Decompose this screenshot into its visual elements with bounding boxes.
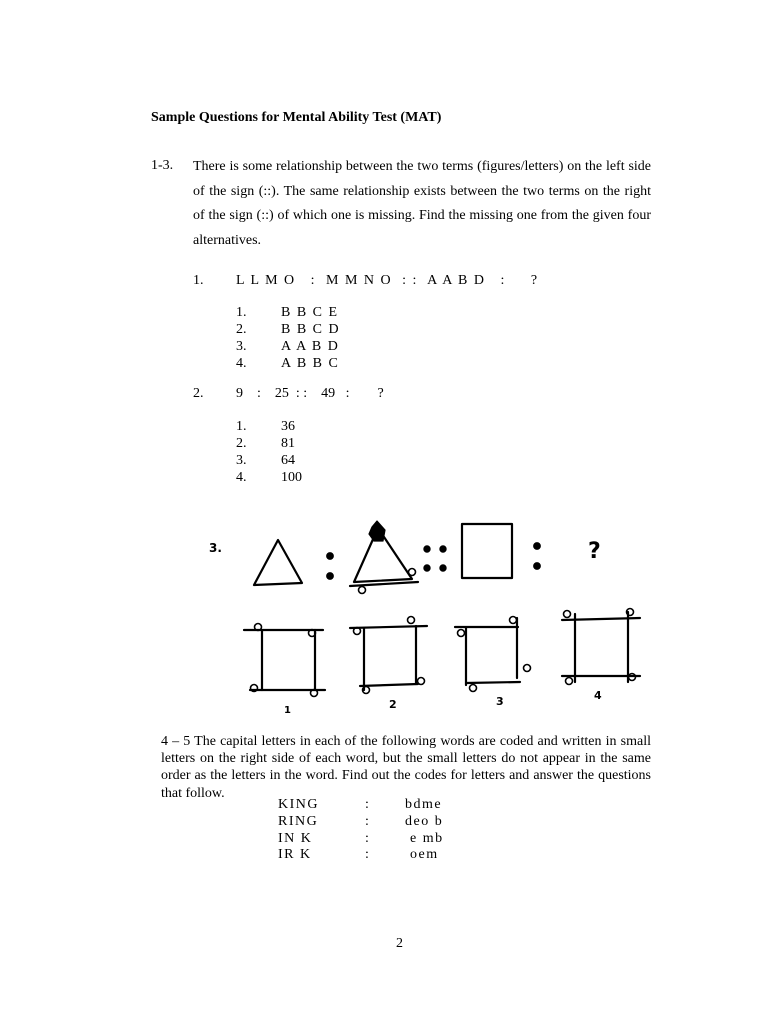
option-square-2: [364, 626, 416, 690]
option-number: 1.: [236, 305, 247, 320]
code-word: KING: [278, 797, 319, 812]
small-circle: [564, 611, 571, 618]
option-square-4: [575, 612, 628, 682]
colon-dot: [534, 563, 540, 569]
square-shape: [462, 524, 512, 578]
code-word: RING: [278, 813, 319, 829]
option-number: 1.: [236, 419, 247, 434]
option-text: A A B D: [281, 339, 340, 354]
code-separator: :: [365, 813, 369, 829]
small-circle: [458, 630, 465, 637]
triangle-shape: [254, 540, 302, 585]
option-text: 36: [281, 419, 295, 434]
small-circle: [409, 569, 416, 576]
option-label-2: 2: [389, 698, 397, 711]
colon-dot: [440, 565, 445, 570]
section-instruction-2: 4 – 5 The capital letters in each of the following words are coded and written in small letters on the right side of each word, but the small letters do not appear in the same order as the letters in the word. Find out the codes for letters and answer the questions that follow.: [161, 734, 651, 801]
colon-dot: [327, 573, 333, 579]
code-table: [278, 797, 444, 864]
code-row: [278, 797, 444, 814]
small-circle: [359, 587, 366, 594]
option-text: B B C E: [281, 305, 339, 320]
option-square-1: [244, 630, 325, 690]
question-text: 9 : 25 : : 49 : ?: [236, 386, 384, 401]
option-square-1: [262, 630, 315, 690]
option-number: 3.: [236, 339, 247, 354]
code-value: deo b: [405, 813, 444, 829]
code-row: [278, 814, 444, 831]
option-text: 100: [281, 470, 302, 485]
page-number: 2: [396, 936, 403, 951]
option-label-4: 4: [594, 689, 602, 702]
option-text: 64: [281, 453, 295, 468]
question-number-3: 3.: [209, 541, 222, 555]
option-text: A B B C: [281, 356, 340, 371]
code-value: bdme: [405, 797, 443, 812]
small-circle: [408, 617, 415, 624]
small-circle: [566, 678, 573, 685]
small-circle: [470, 685, 477, 692]
colon-dot: [440, 546, 445, 551]
question-text: L L M O : M M N O : : A A B D : ?: [236, 273, 539, 288]
code-separator: :: [365, 797, 369, 812]
code-row: [278, 847, 444, 864]
page-title: Sample Questions for Mental Ability Test (MAT): [151, 110, 442, 125]
code-word: IR K: [278, 847, 312, 863]
colon-dot: [534, 543, 540, 549]
code-word: IN K: [278, 830, 313, 846]
code-row: [278, 831, 444, 848]
option-text: B B C D: [281, 322, 341, 337]
code-value: oem: [405, 847, 439, 863]
small-circle: [418, 678, 425, 685]
option-label-3: 3: [496, 695, 504, 708]
small-circle: [524, 665, 531, 672]
colon-dot: [327, 553, 333, 559]
small-circle: [510, 617, 517, 624]
section-number: 1-3.: [151, 158, 174, 173]
option-number: 3.: [236, 453, 247, 468]
option-number: 2.: [236, 436, 247, 451]
code-value: e mb: [405, 830, 444, 846]
option-label-1: 1: [284, 705, 291, 716]
colon-dot: [424, 546, 429, 551]
code-separator: :: [365, 830, 369, 846]
option-number: 4.: [236, 356, 247, 371]
option-square-3: [455, 627, 520, 683]
question-number: 2.: [193, 386, 204, 401]
question-number: 1.: [193, 273, 204, 288]
section-instruction: There is some relationship between the two terms (figures/letters) on the left side of the sign (::). The same relationship exists between the two terms on the right of the sign (::) of which one is missing. Find the missing one from the given four alternatives.: [193, 159, 651, 248]
option-number: 4.: [236, 470, 247, 485]
colon-dot: [424, 565, 429, 570]
option-number: 2.: [236, 322, 247, 337]
option-text: 81: [281, 436, 295, 451]
question-mark: ?: [588, 539, 601, 564]
code-separator: :: [365, 847, 369, 863]
filled-corner-mark: [369, 521, 385, 541]
